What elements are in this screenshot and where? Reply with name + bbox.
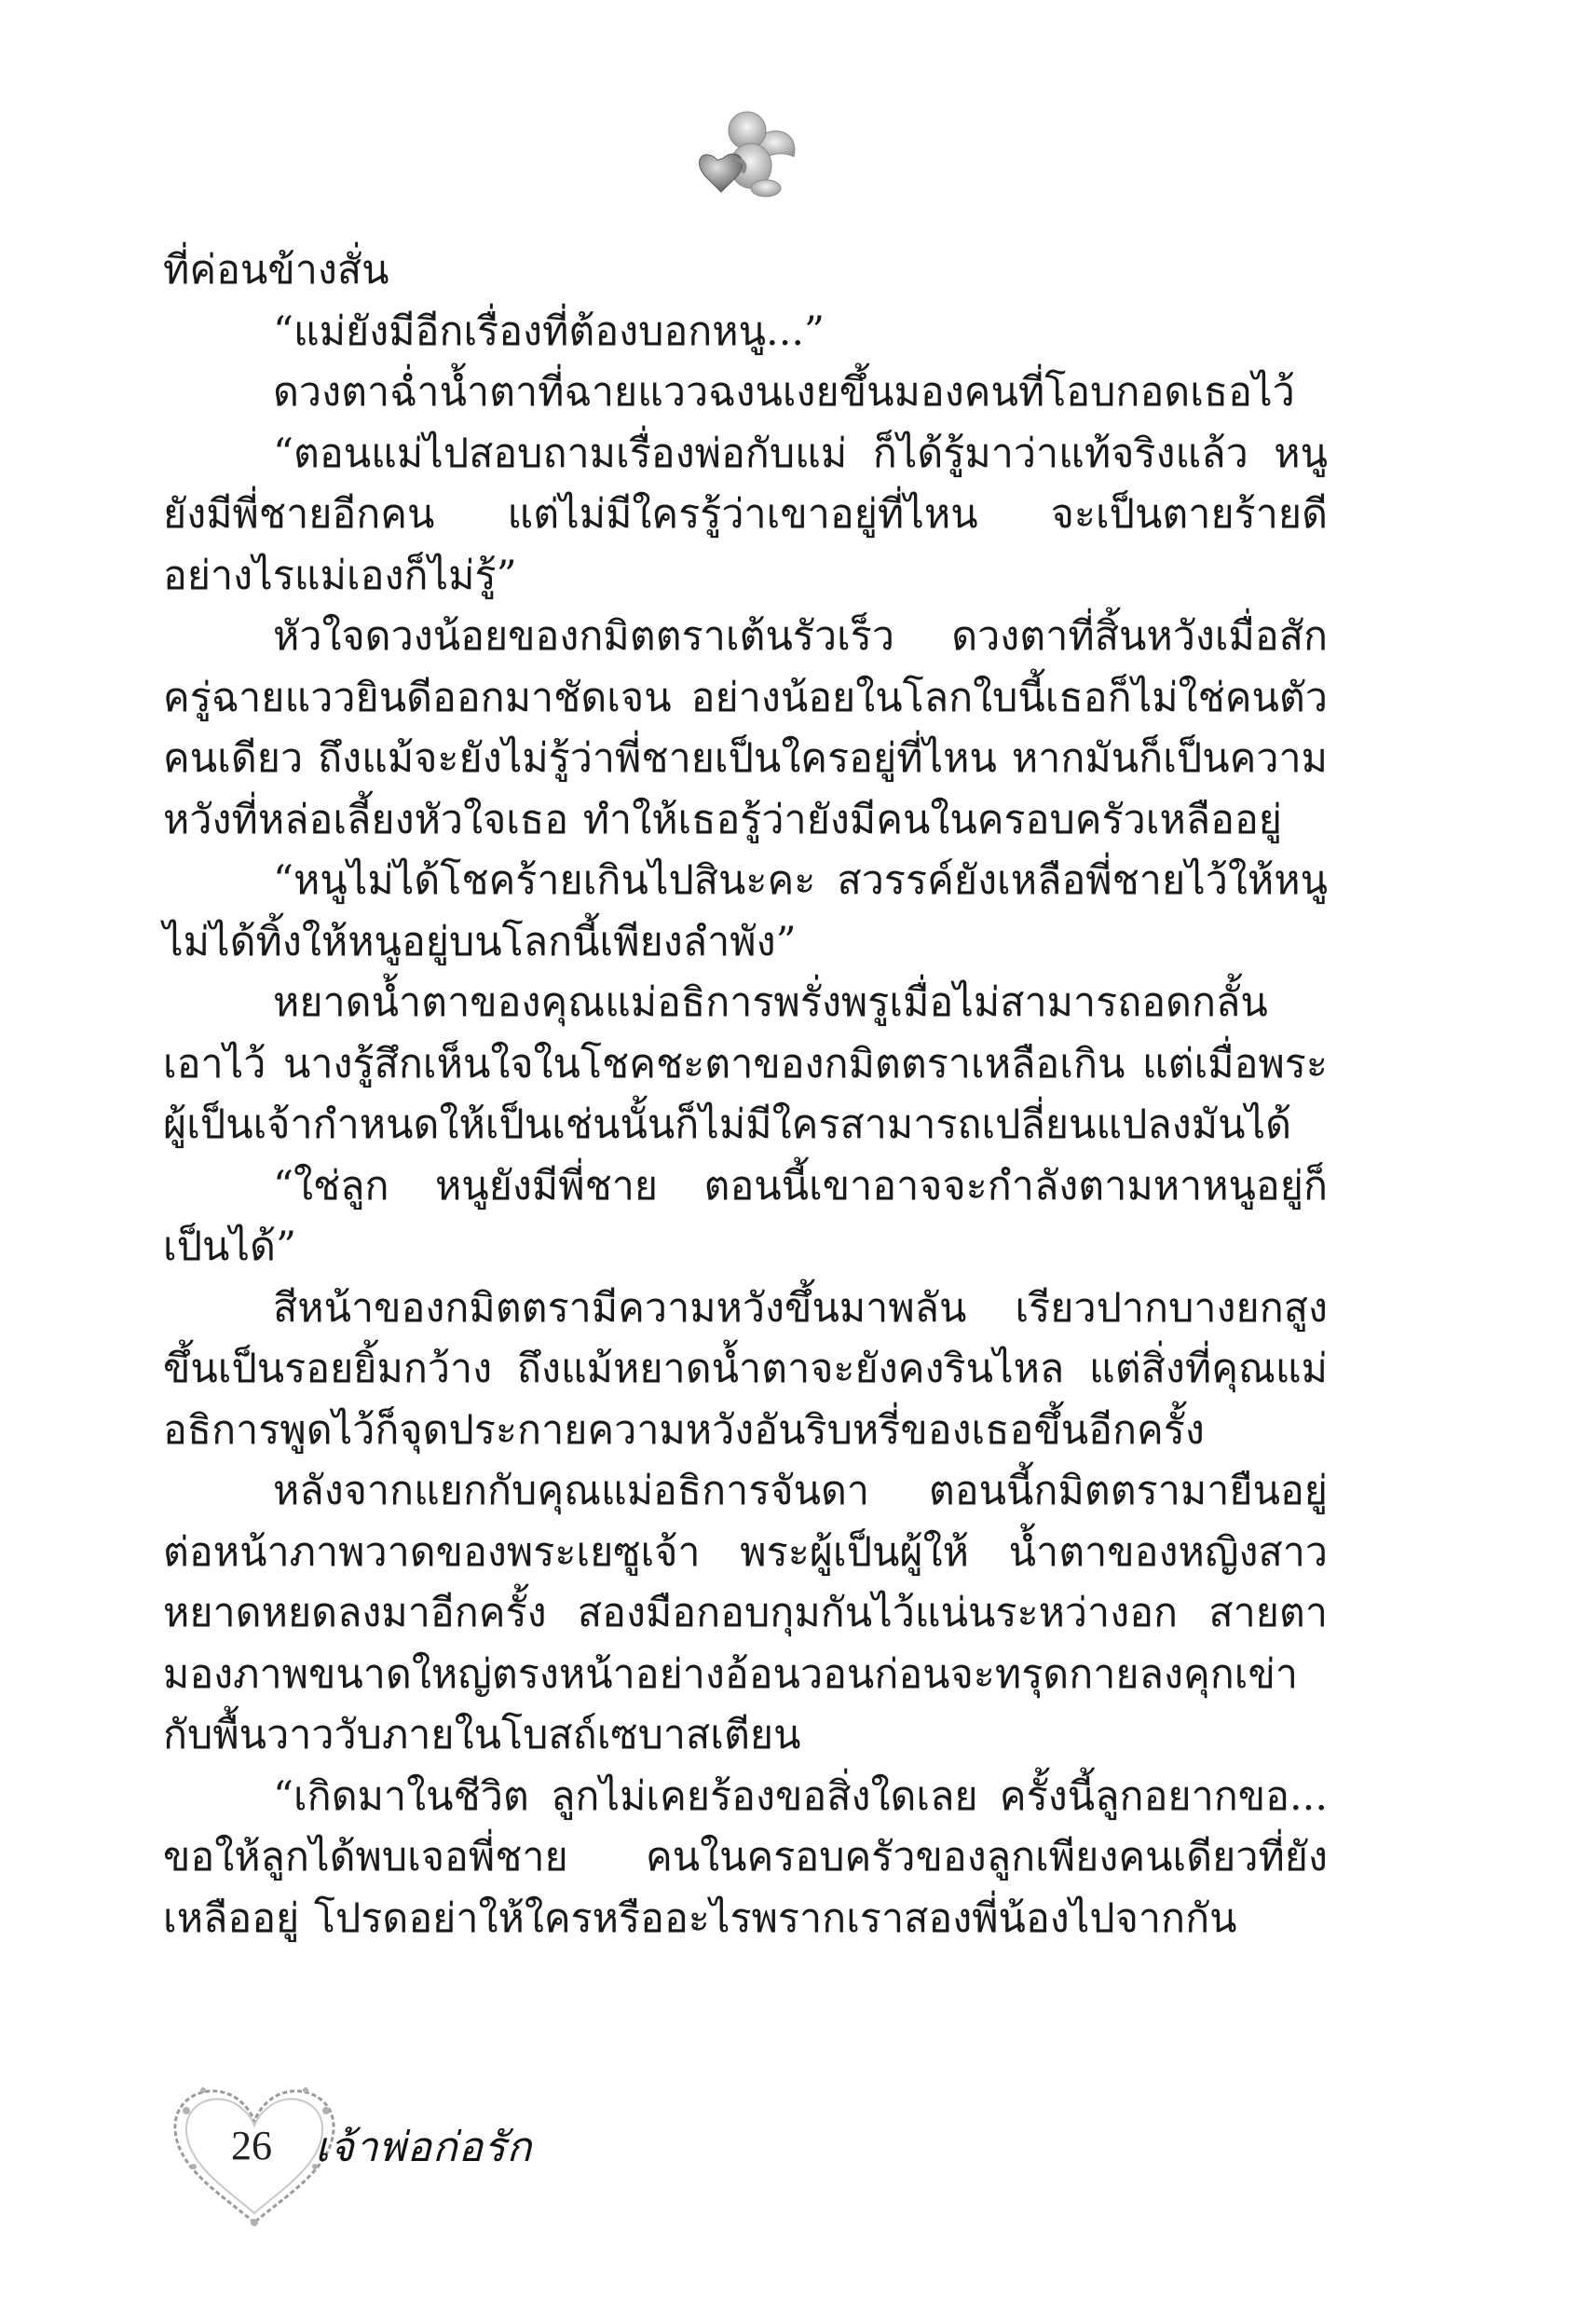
page-number: 26 [231,2123,272,2168]
paragraph: “ตอนแม่ไปสอบถามเรื่องพ่อกับแม่ ก็ได้รู้มาว่าแท้จริงแล้ว หนูยังมีพี่ชายอีกคน แต่ไม่มีใครรู้ว่าเขาอยู่ที่ไหน จะเป็นตายร้ายดีอย่างไรแม่เองก็ไม่รู้” [163,430,1328,599]
paragraph: หัวใจดวงน้อยของกมิตตราเต้นรัวเร็ว ดวงตาที่สิ้นหวังเมื่อสักครู่ฉายแววยินดีออกมาชัดเจน อย่างน้อยในโลกใบนี้เธอก็ไม่ใช่คนตัวคนเดียว ถึงแม้จะยังไม่รู้ว่าพี่ชายเป็นใครอยู่ที่ไหน หากมันก็เป็นความหวังที่หล่อเลี้ยงหัวใจเธอ ทำให้เธอรู้ว่ายังมีคนในครอบครัวเหลืออยู่ [163,613,1328,843]
book-title: เจ้าพ่อก่อรัก [315,2124,533,2171]
paragraph: ที่ค่อนข้างสั่น [163,247,389,294]
paragraph: “ใช่ลูก หนูยังมีพี่ชาย ตอนนี้เขาอาจจะกำลังตามหาหนูอยู่ก็เป็นได้” [163,1162,1328,1270]
cherub-with-heart-icon [689,103,801,205]
paragraph: ดวงตาฉ่ำน้ำตาที่ฉายแววฉงนเงยขึ้นมองคนที่โอบกอดเธอไว้ [273,369,1295,416]
paragraph: “แม่ยังมีอีกเรื่องที่ต้องบอกหนู...” [273,308,825,355]
paragraph: หยาดน้ำตาของคุณแม่อธิการพรั่งพรูเมื่อไม่สามารถอดกลั้นเอาไว้ นางรู้สึกเห็นใจในโชคชะตาของกมิตตราเหลือเกิน แต่เมื่อพระผู้เป็นเจ้ากำหนดให้เป็นเช่นนั้นก็ไม่มีใครสามารถเปลี่ยนแปลงมันได้ [163,979,1328,1148]
page-footer [166,2073,650,2236]
paragraph: “หนูไม่ได้โชคร้ายเกินไปสินะคะ สวรรค์ยังเหลือพี่ชายไว้ให้หนูไม่ได้ทิ้งให้หนูอยู่บนโลกนี้เพียงลำพัง” [163,857,1328,965]
paragraph: สีหน้าของกมิตตรามีความหวังขึ้นมาพลัน เรียวปากบางยกสูงขึ้นเป็นรอยยิ้มกว้าง ถึงแม้หยาดน้ำตาจะยังคงรินไหล แต่สิ่งที่คุณแม่อธิการพูดไว้ก็จุดประกายความหวังอันริบหรี่ของเธอขึ้นอีกครั้ง [163,1284,1328,1454]
body-text [163,240,1328,1949]
paragraph: หลังจากแยกกับคุณแม่อธิการจันดา ตอนนี้กมิตตรามายืนอยู่ต่อหน้าภาพวาดของพระเยซูเจ้า พระผู้เป็นผู้ให้ น้ำตาของหญิงสาวหยาดหยดลงมาอีกครั้ง สองมือกอบกุมกันไว้แน่นระหว่างอก สายตามองภาพขนาดใหญ่ตรงหน้าอย่างอ้อนวอนก่อนจะทรุดกายลงคุกเข่ากับพื้นวาววับภายในโบสถ์เซบาสเตียน [163,1468,1328,1758]
paragraph: “เกิดมาในชีวิต ลูกไม่เคยร้องขอสิ่งใดเลย ครั้งนี้ลูกอยากขอ... ขอให้ลูกได้พบเจอพี่ชาย คนในครอบครัวของลูกเพียงคนเดียวที่ยังเหลืออยู่ โปรดอย่าให้ใครหรืออะไรพรากเราสองพี่น้องไปจากกัน [163,1772,1328,1942]
